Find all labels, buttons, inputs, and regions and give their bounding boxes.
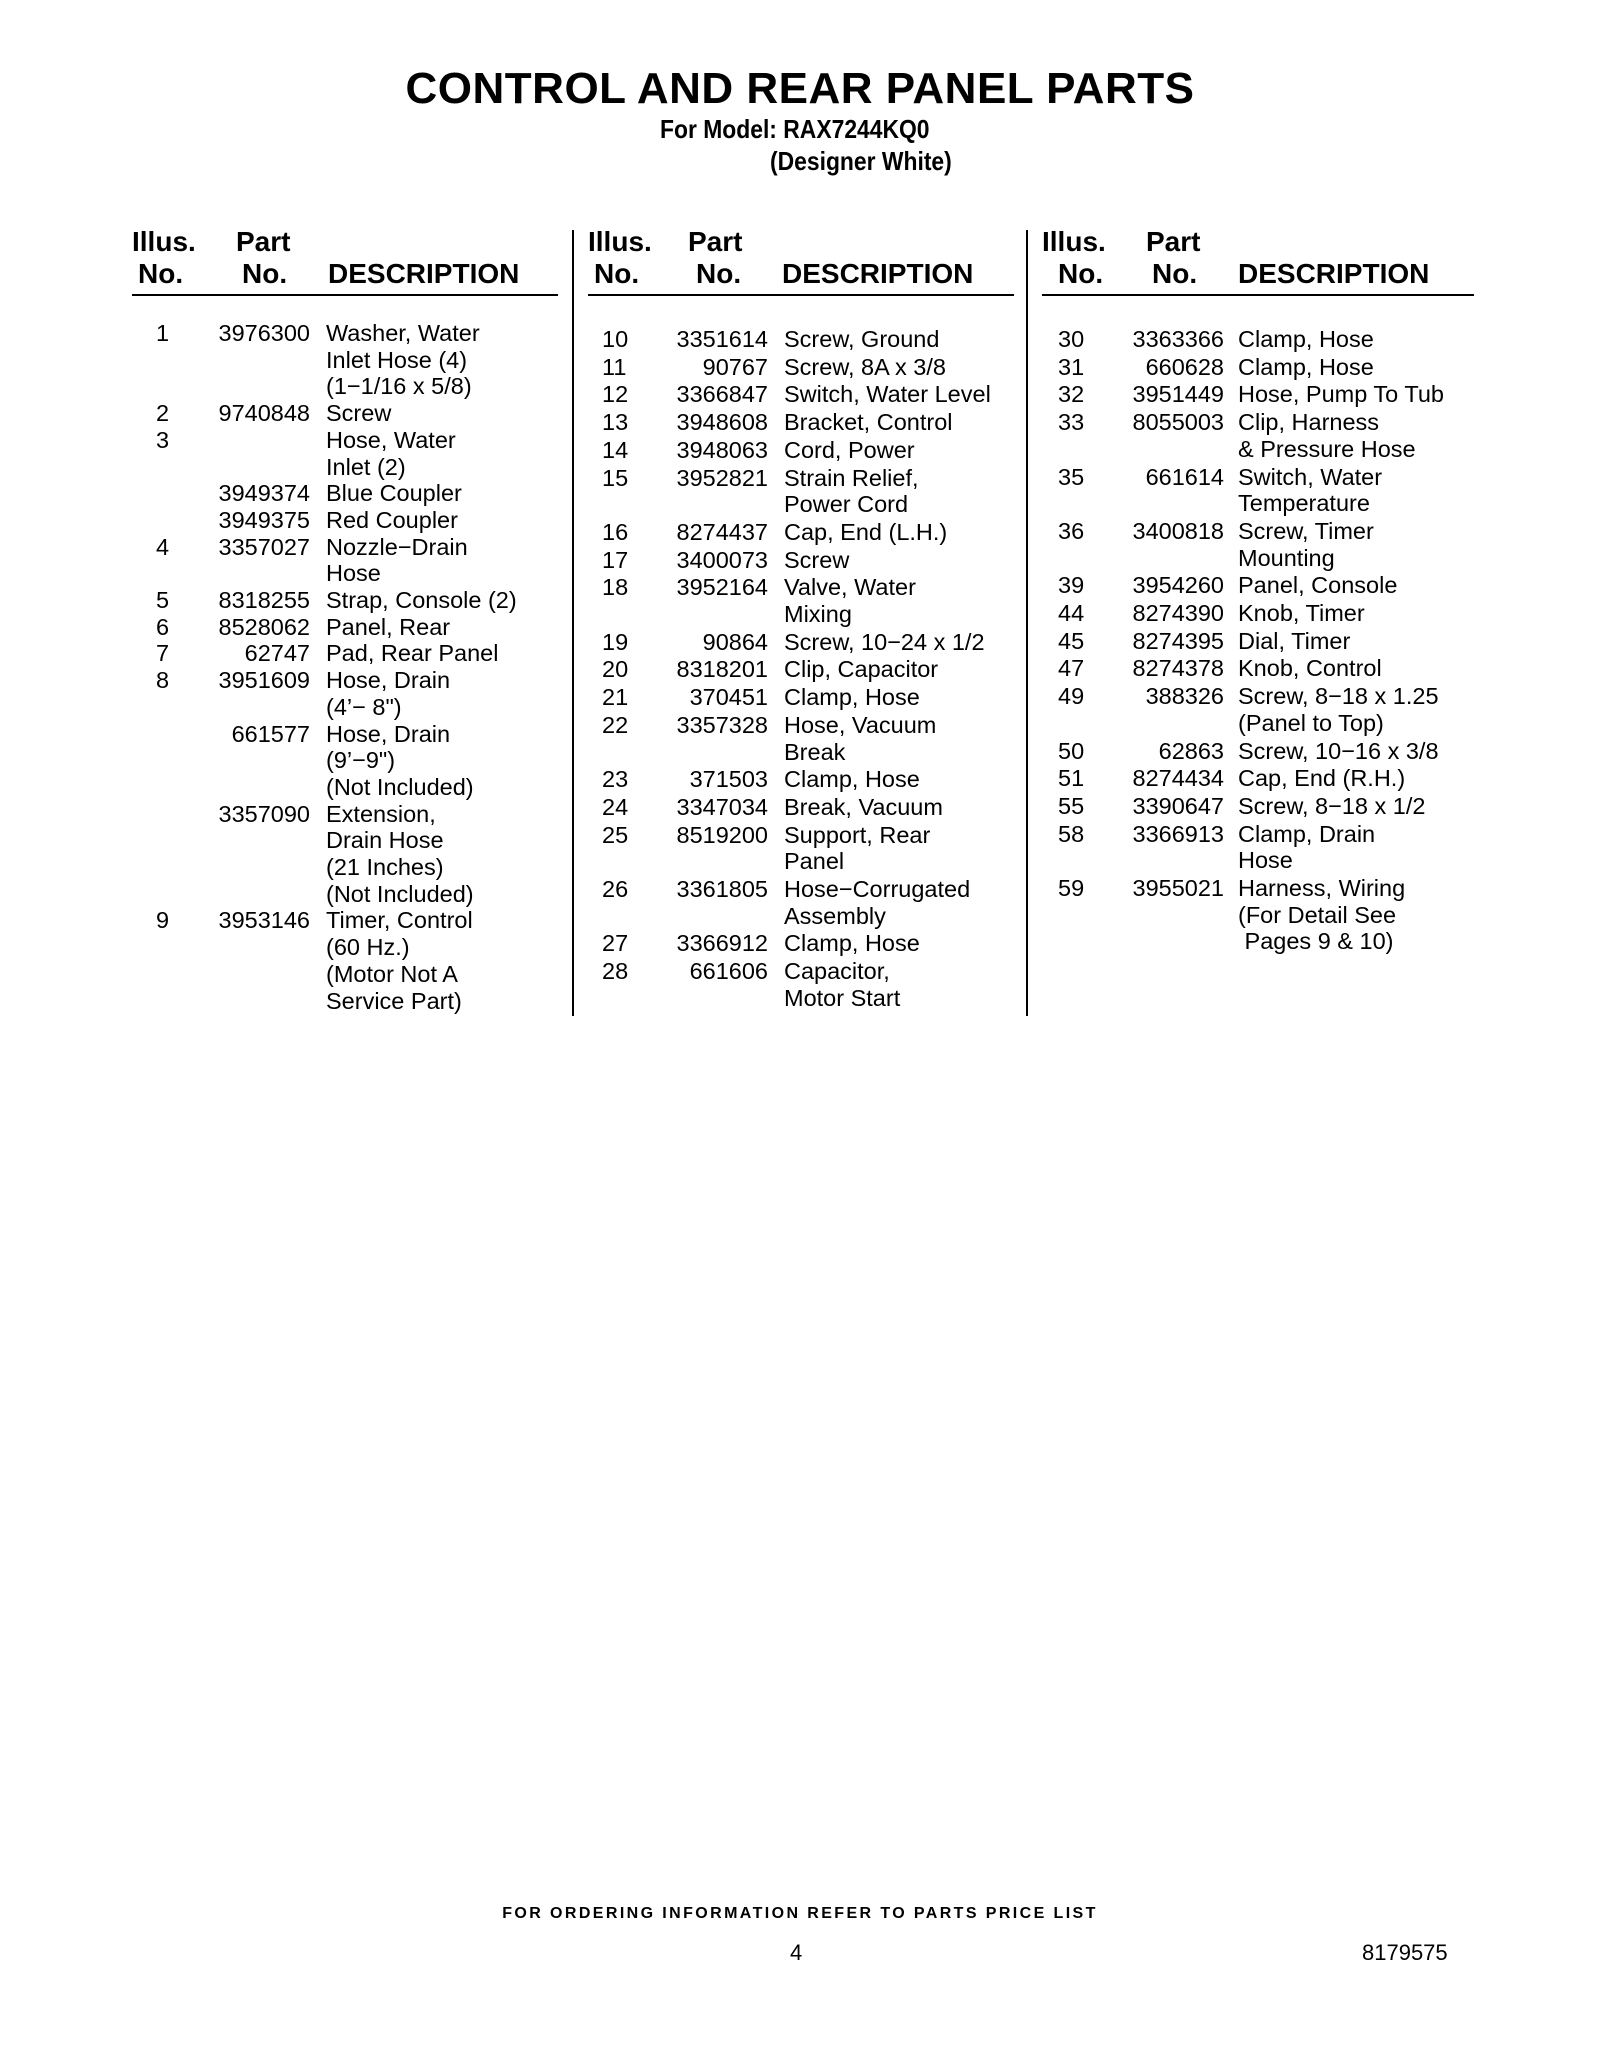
illus-number: 39 — [1058, 572, 1085, 599]
illus-number: 1 — [156, 320, 170, 346]
parts-row — [1042, 518, 1474, 571]
description-line: (21 Inches) — [326, 854, 444, 881]
model-line: For Model: RAX7244KQ0 — [660, 114, 930, 144]
parts-row — [1042, 793, 1474, 820]
description-line: Extension, — [326, 800, 436, 827]
part-number: 3955021 — [1132, 875, 1224, 902]
part-description — [1238, 655, 1474, 682]
description-line: Drain Hose — [326, 827, 444, 854]
parts-row — [1042, 354, 1474, 381]
description-line: Hose, Drain — [326, 720, 451, 747]
description-line: Screw — [784, 546, 850, 573]
description-line: Screw, 8A x 3/8 — [784, 353, 946, 380]
description-line: Hose, Pump To Tub — [1238, 381, 1444, 408]
part-description — [784, 930, 1014, 957]
description-line: Service Part) — [326, 987, 462, 1014]
illus-number: 55 — [1058, 792, 1085, 819]
illus-number: 59 — [1058, 875, 1085, 902]
header-description: DESCRIPTION — [782, 258, 974, 289]
part-description — [326, 427, 558, 480]
part-description — [784, 684, 1014, 711]
part-description — [784, 766, 1014, 793]
illus-number: 23 — [602, 766, 629, 793]
illus-number: 10 — [602, 326, 629, 352]
part-number: 8274395 — [1132, 627, 1224, 654]
part-description — [784, 354, 1014, 381]
part-description — [784, 794, 1014, 821]
description-line: Bracket, Control — [784, 409, 953, 436]
illus-number: 9 — [156, 907, 170, 934]
description-line: Capacitor, — [784, 958, 890, 985]
rows — [1042, 326, 1474, 955]
parts-row — [588, 958, 1014, 1011]
parts-row — [588, 930, 1014, 957]
part-number: 90767 — [702, 353, 768, 380]
illus-number: 6 — [156, 613, 170, 640]
description-line: Hose, Vacuum — [784, 711, 937, 738]
illus-number: 21 — [602, 684, 629, 711]
illus-number: 12 — [602, 381, 629, 408]
parts-row — [588, 629, 1014, 656]
illus-number: 36 — [1058, 517, 1085, 544]
part-description — [326, 907, 558, 1014]
parts-row — [588, 354, 1014, 381]
parts-row — [132, 534, 558, 587]
header-illus: Illus. — [588, 226, 652, 257]
description-line: Cap, End (L.H.) — [784, 518, 948, 545]
part-description — [784, 574, 1014, 627]
part-description — [1238, 793, 1474, 820]
header-part: Part — [236, 226, 291, 257]
part-number: 3357328 — [676, 711, 768, 738]
part-number: 8274390 — [1132, 600, 1224, 627]
parts-row — [132, 721, 558, 801]
description-line: Panel, Rear — [326, 613, 451, 640]
description-line: Break, Vacuum — [784, 793, 943, 820]
part-number: 3390647 — [1132, 792, 1224, 819]
header-part: Part — [1146, 226, 1201, 257]
part-number: 660628 — [1145, 353, 1224, 380]
description-line: Clip, Capacitor — [784, 656, 939, 683]
parts-row — [132, 587, 558, 614]
part-description — [784, 822, 1014, 875]
description-line: Power Cord — [784, 491, 909, 518]
description-line: (9’−9") — [326, 747, 396, 774]
part-number: 3363366 — [1132, 326, 1224, 352]
description-line: (For Detail See — [1238, 901, 1397, 928]
description-line: Harness, Wiring — [1238, 875, 1406, 902]
ordering-note: FOR ORDERING INFORMATION REFER TO PARTS PRICE LIST — [502, 1905, 1098, 1922]
description-line: (Motor Not A — [326, 960, 458, 987]
part-description — [784, 437, 1014, 464]
illus-number: 45 — [1058, 627, 1085, 654]
description-line: Clamp, Hose — [1238, 326, 1374, 352]
illus-number: 8 — [156, 667, 170, 694]
part-description — [784, 958, 1014, 1011]
illus-number: 16 — [602, 518, 629, 545]
description-line: Nozzle−Drain — [326, 533, 468, 560]
part-number: 8519200 — [676, 821, 768, 848]
part-number: 3953146 — [218, 907, 310, 934]
description-line: (4’− 8") — [326, 693, 402, 720]
part-description — [326, 667, 558, 720]
parts-row — [132, 614, 558, 641]
part-number: 661606 — [689, 958, 768, 985]
parts-row — [588, 381, 1014, 408]
description-line: (Panel to Top) — [1238, 709, 1384, 736]
description-line: Clamp, Hose — [1238, 353, 1374, 380]
description-line: Hose−Corrugated — [784, 876, 971, 903]
parts-row — [1042, 655, 1474, 682]
description-line: Strain Relief, — [784, 464, 919, 491]
description-line: Valve, Water — [784, 574, 916, 601]
description-line: Screw, Ground — [784, 326, 940, 352]
parts-row — [1042, 409, 1474, 462]
illus-number: 5 — [156, 587, 170, 614]
parts-row — [132, 640, 558, 667]
description-line: Hose, Drain — [326, 667, 451, 694]
description-line: Screw, Timer — [1238, 517, 1374, 544]
part-description — [1238, 600, 1474, 627]
illus-number: 58 — [1058, 820, 1085, 847]
illus-number: 33 — [1058, 409, 1085, 436]
description-line: Switch, Water — [1238, 463, 1383, 490]
column-header — [588, 226, 1014, 296]
illus-number: 30 — [1058, 326, 1085, 352]
column-header — [132, 226, 558, 296]
part-description — [784, 629, 1014, 656]
part-number: 90864 — [702, 628, 768, 655]
part-description — [1238, 381, 1474, 408]
part-number: 661577 — [231, 720, 310, 747]
illus-number: 47 — [1058, 655, 1085, 682]
description-line: (60 Hz.) — [326, 934, 410, 961]
part-number: 3366847 — [676, 381, 768, 408]
color-line: (Designer White) — [770, 146, 952, 176]
description-line: Screw, 10−24 x 1/2 — [784, 628, 985, 655]
parts-row — [1042, 628, 1474, 655]
parts-row — [1042, 821, 1474, 874]
description-line: Clamp, Hose — [784, 766, 920, 793]
header-part-no: No. — [1152, 258, 1198, 289]
illus-number: 31 — [1058, 353, 1085, 380]
description-line: Motor Start — [784, 984, 901, 1011]
description-line: Inlet Hose (4) — [326, 346, 468, 373]
illus-number: 14 — [602, 436, 629, 463]
part-description — [326, 400, 558, 427]
part-number: 388326 — [1145, 683, 1224, 710]
part-number: 3400818 — [1132, 517, 1224, 544]
header-part-no: No. — [242, 258, 288, 289]
parts-row — [588, 547, 1014, 574]
part-description — [326, 480, 558, 507]
description-line: Clip, Harness — [1238, 409, 1380, 436]
header-illus: Illus. — [1042, 226, 1106, 257]
header-part-no: No. — [696, 258, 742, 289]
part-description — [326, 801, 558, 908]
illus-number: 44 — [1058, 600, 1085, 627]
parts-row — [132, 667, 558, 720]
part-description — [784, 547, 1014, 574]
illus-number: 17 — [602, 546, 629, 573]
parts-row — [132, 507, 558, 534]
description-line: Pad, Rear Panel — [326, 640, 499, 667]
parts-row — [588, 437, 1014, 464]
description-line: Panel — [784, 848, 845, 875]
header-description: DESCRIPTION — [1238, 258, 1430, 289]
part-number: 3949374 — [218, 480, 310, 507]
part-description — [1238, 572, 1474, 599]
illus-number: 32 — [1058, 381, 1085, 408]
parts-row — [588, 656, 1014, 683]
part-description — [784, 409, 1014, 436]
description-line: Clamp, Drain — [1238, 820, 1376, 847]
illus-number: 2 — [156, 400, 170, 427]
description-line: Temperature — [1238, 490, 1370, 517]
part-number: 3949375 — [218, 506, 310, 533]
description-line: Knob, Control — [1238, 655, 1382, 682]
part-description — [784, 656, 1014, 683]
part-number: 8318201 — [676, 656, 768, 683]
parts-row — [1042, 765, 1474, 792]
illus-number: 35 — [1058, 463, 1085, 490]
part-number: 3361805 — [676, 876, 768, 903]
column-divider — [1026, 230, 1028, 1016]
parts-row — [588, 465, 1014, 518]
part-number: 8318255 — [218, 587, 310, 614]
part-number: 8528062 — [218, 613, 310, 640]
part-number: 3351614 — [676, 326, 768, 352]
page-number: 4 — [790, 1940, 803, 1965]
part-description — [326, 320, 558, 400]
part-number: 3954260 — [1132, 572, 1224, 599]
illus-number: 13 — [602, 409, 629, 436]
description-line: (Not Included) — [326, 880, 474, 907]
description-line: Inlet (2) — [326, 453, 406, 480]
part-description — [1238, 464, 1474, 517]
part-number: 3951609 — [218, 667, 310, 694]
parts-row — [588, 876, 1014, 929]
part-description — [1238, 628, 1474, 655]
description-line: Break — [784, 738, 846, 765]
part-number: 8055003 — [1132, 409, 1224, 436]
description-line: Clamp, Hose — [784, 684, 920, 711]
illus-number: 22 — [602, 711, 629, 738]
illus-number: 18 — [602, 574, 629, 601]
part-number: 3952821 — [676, 464, 768, 491]
part-description — [1238, 683, 1474, 736]
description-line: Support, Rear — [784, 821, 931, 848]
part-description — [326, 614, 558, 641]
part-number: 8274434 — [1132, 765, 1224, 792]
part-description — [1238, 354, 1474, 381]
description-line: Cap, End (R.H.) — [1238, 765, 1406, 792]
parts-row — [1042, 600, 1474, 627]
description-line: Mixing — [784, 601, 852, 628]
part-number: 3366913 — [1132, 820, 1224, 847]
illus-number: 25 — [602, 821, 629, 848]
illus-number: 51 — [1058, 765, 1085, 792]
description-line: Pages 9 & 10) — [1238, 928, 1394, 955]
column-header — [1042, 226, 1474, 296]
part-description — [784, 712, 1014, 765]
description-line: Screw, 10−16 x 3/8 — [1238, 737, 1439, 764]
part-description — [1238, 765, 1474, 792]
part-description — [1238, 821, 1474, 874]
rows — [132, 320, 558, 1014]
parts-row — [132, 907, 558, 1014]
parts-row — [132, 480, 558, 507]
parts-row — [1042, 683, 1474, 736]
illus-number: 11 — [602, 353, 627, 380]
description-line: Panel, Console — [1238, 572, 1398, 599]
illus-number: 7 — [156, 640, 170, 667]
description-line: Cord, Power — [784, 436, 915, 463]
header-part: Part — [688, 226, 743, 257]
part-description — [784, 876, 1014, 929]
part-number: 3948608 — [676, 409, 768, 436]
illus-number: 3 — [156, 426, 170, 453]
parts-row — [588, 822, 1014, 875]
part-number: 8274437 — [676, 518, 768, 545]
parts-row — [1042, 464, 1474, 517]
description-line: Strap, Console (2) — [326, 587, 517, 614]
description-line: Hose — [1238, 847, 1293, 874]
parts-row — [588, 766, 1014, 793]
illus-number: 19 — [602, 628, 629, 655]
parts-row — [588, 519, 1014, 546]
parts-row — [588, 684, 1014, 711]
description-line: (1−1/16 x 5/8) — [326, 373, 472, 400]
illus-number: 49 — [1058, 683, 1085, 710]
description-line: Hose — [326, 560, 381, 587]
part-number: 62747 — [244, 640, 310, 667]
illus-number: 15 — [602, 464, 629, 491]
description-line: Switch, Water Level — [784, 381, 991, 408]
part-number: 3948063 — [676, 436, 768, 463]
illus-number: 27 — [602, 930, 629, 957]
part-number: 661614 — [1145, 463, 1224, 490]
part-number: 3366912 — [676, 930, 768, 957]
part-number: 3952164 — [676, 574, 768, 601]
illus-number: 4 — [156, 533, 170, 560]
description-line: Knob, Timer — [1238, 600, 1365, 627]
parts-row — [1042, 572, 1474, 599]
part-description — [1238, 409, 1474, 462]
illus-number: 28 — [602, 958, 629, 985]
part-description — [1238, 875, 1474, 955]
description-line: Mounting — [1238, 544, 1335, 571]
description-line: Assembly — [784, 902, 886, 929]
column-divider — [572, 230, 574, 1016]
illus-number: 20 — [602, 656, 629, 683]
document-number: 8179575 — [1362, 1940, 1448, 1965]
part-description — [326, 640, 558, 667]
part-description — [1238, 518, 1474, 571]
rows — [588, 326, 1014, 1012]
part-number: 9740848 — [218, 400, 310, 427]
description-line: Screw, 8−18 x 1/2 — [1238, 792, 1426, 819]
header-description: DESCRIPTION — [328, 258, 520, 289]
description-line: Screw, 8−18 x 1.25 — [1238, 683, 1439, 710]
parts-row — [588, 574, 1014, 627]
part-number: 3400073 — [676, 546, 768, 573]
parts-row — [132, 801, 558, 908]
part-number: 3357027 — [218, 533, 310, 560]
header-illus-no: No. — [138, 258, 184, 289]
parts-row — [132, 400, 558, 427]
part-description — [784, 381, 1014, 408]
illus-number: 50 — [1058, 737, 1085, 764]
illus-number: 26 — [602, 876, 629, 903]
part-number: 3976300 — [218, 320, 310, 346]
part-number: 3357090 — [218, 800, 310, 827]
header-illus: Illus. — [132, 226, 196, 257]
part-description — [784, 519, 1014, 546]
parts-row — [1042, 738, 1474, 765]
header-illus-no: No. — [594, 258, 640, 289]
part-description — [1238, 738, 1474, 765]
parts-row — [588, 326, 1014, 353]
description-line: Dial, Timer — [1238, 627, 1351, 654]
parts-row — [132, 427, 558, 480]
description-line: Screw — [326, 400, 392, 427]
parts-row — [588, 794, 1014, 821]
parts-row — [588, 409, 1014, 436]
part-number: 370451 — [689, 684, 768, 711]
illus-number: 24 — [602, 793, 629, 820]
description-line: Hose, Water — [326, 426, 456, 453]
description-line: Blue Coupler — [326, 480, 462, 507]
parts-row — [1042, 875, 1474, 955]
part-number: 371503 — [689, 766, 768, 793]
parts-row — [588, 712, 1014, 765]
description-line: Clamp, Hose — [784, 930, 920, 957]
part-description — [326, 507, 558, 534]
header-illus-no: No. — [1058, 258, 1104, 289]
part-description — [784, 326, 1014, 353]
description-line: (Not Included) — [326, 773, 474, 800]
part-number: 3951449 — [1132, 381, 1224, 408]
description-line: Washer, Water — [326, 320, 480, 346]
parts-row — [132, 320, 558, 400]
part-description — [784, 465, 1014, 518]
part-description — [326, 587, 558, 614]
parts-row — [1042, 326, 1474, 353]
part-number: 8274378 — [1132, 655, 1224, 682]
parts-row — [1042, 381, 1474, 408]
part-description — [326, 534, 558, 587]
description-line: Timer, Control — [326, 907, 473, 934]
description-line: & Pressure Hose — [1238, 435, 1416, 462]
part-description — [1238, 326, 1474, 353]
part-number: 62863 — [1158, 737, 1224, 764]
description-line: Red Coupler — [326, 506, 458, 533]
part-description — [326, 721, 558, 801]
part-number: 3347034 — [676, 793, 768, 820]
page-title: CONTROL AND REAR PANEL PARTS — [405, 64, 1195, 113]
